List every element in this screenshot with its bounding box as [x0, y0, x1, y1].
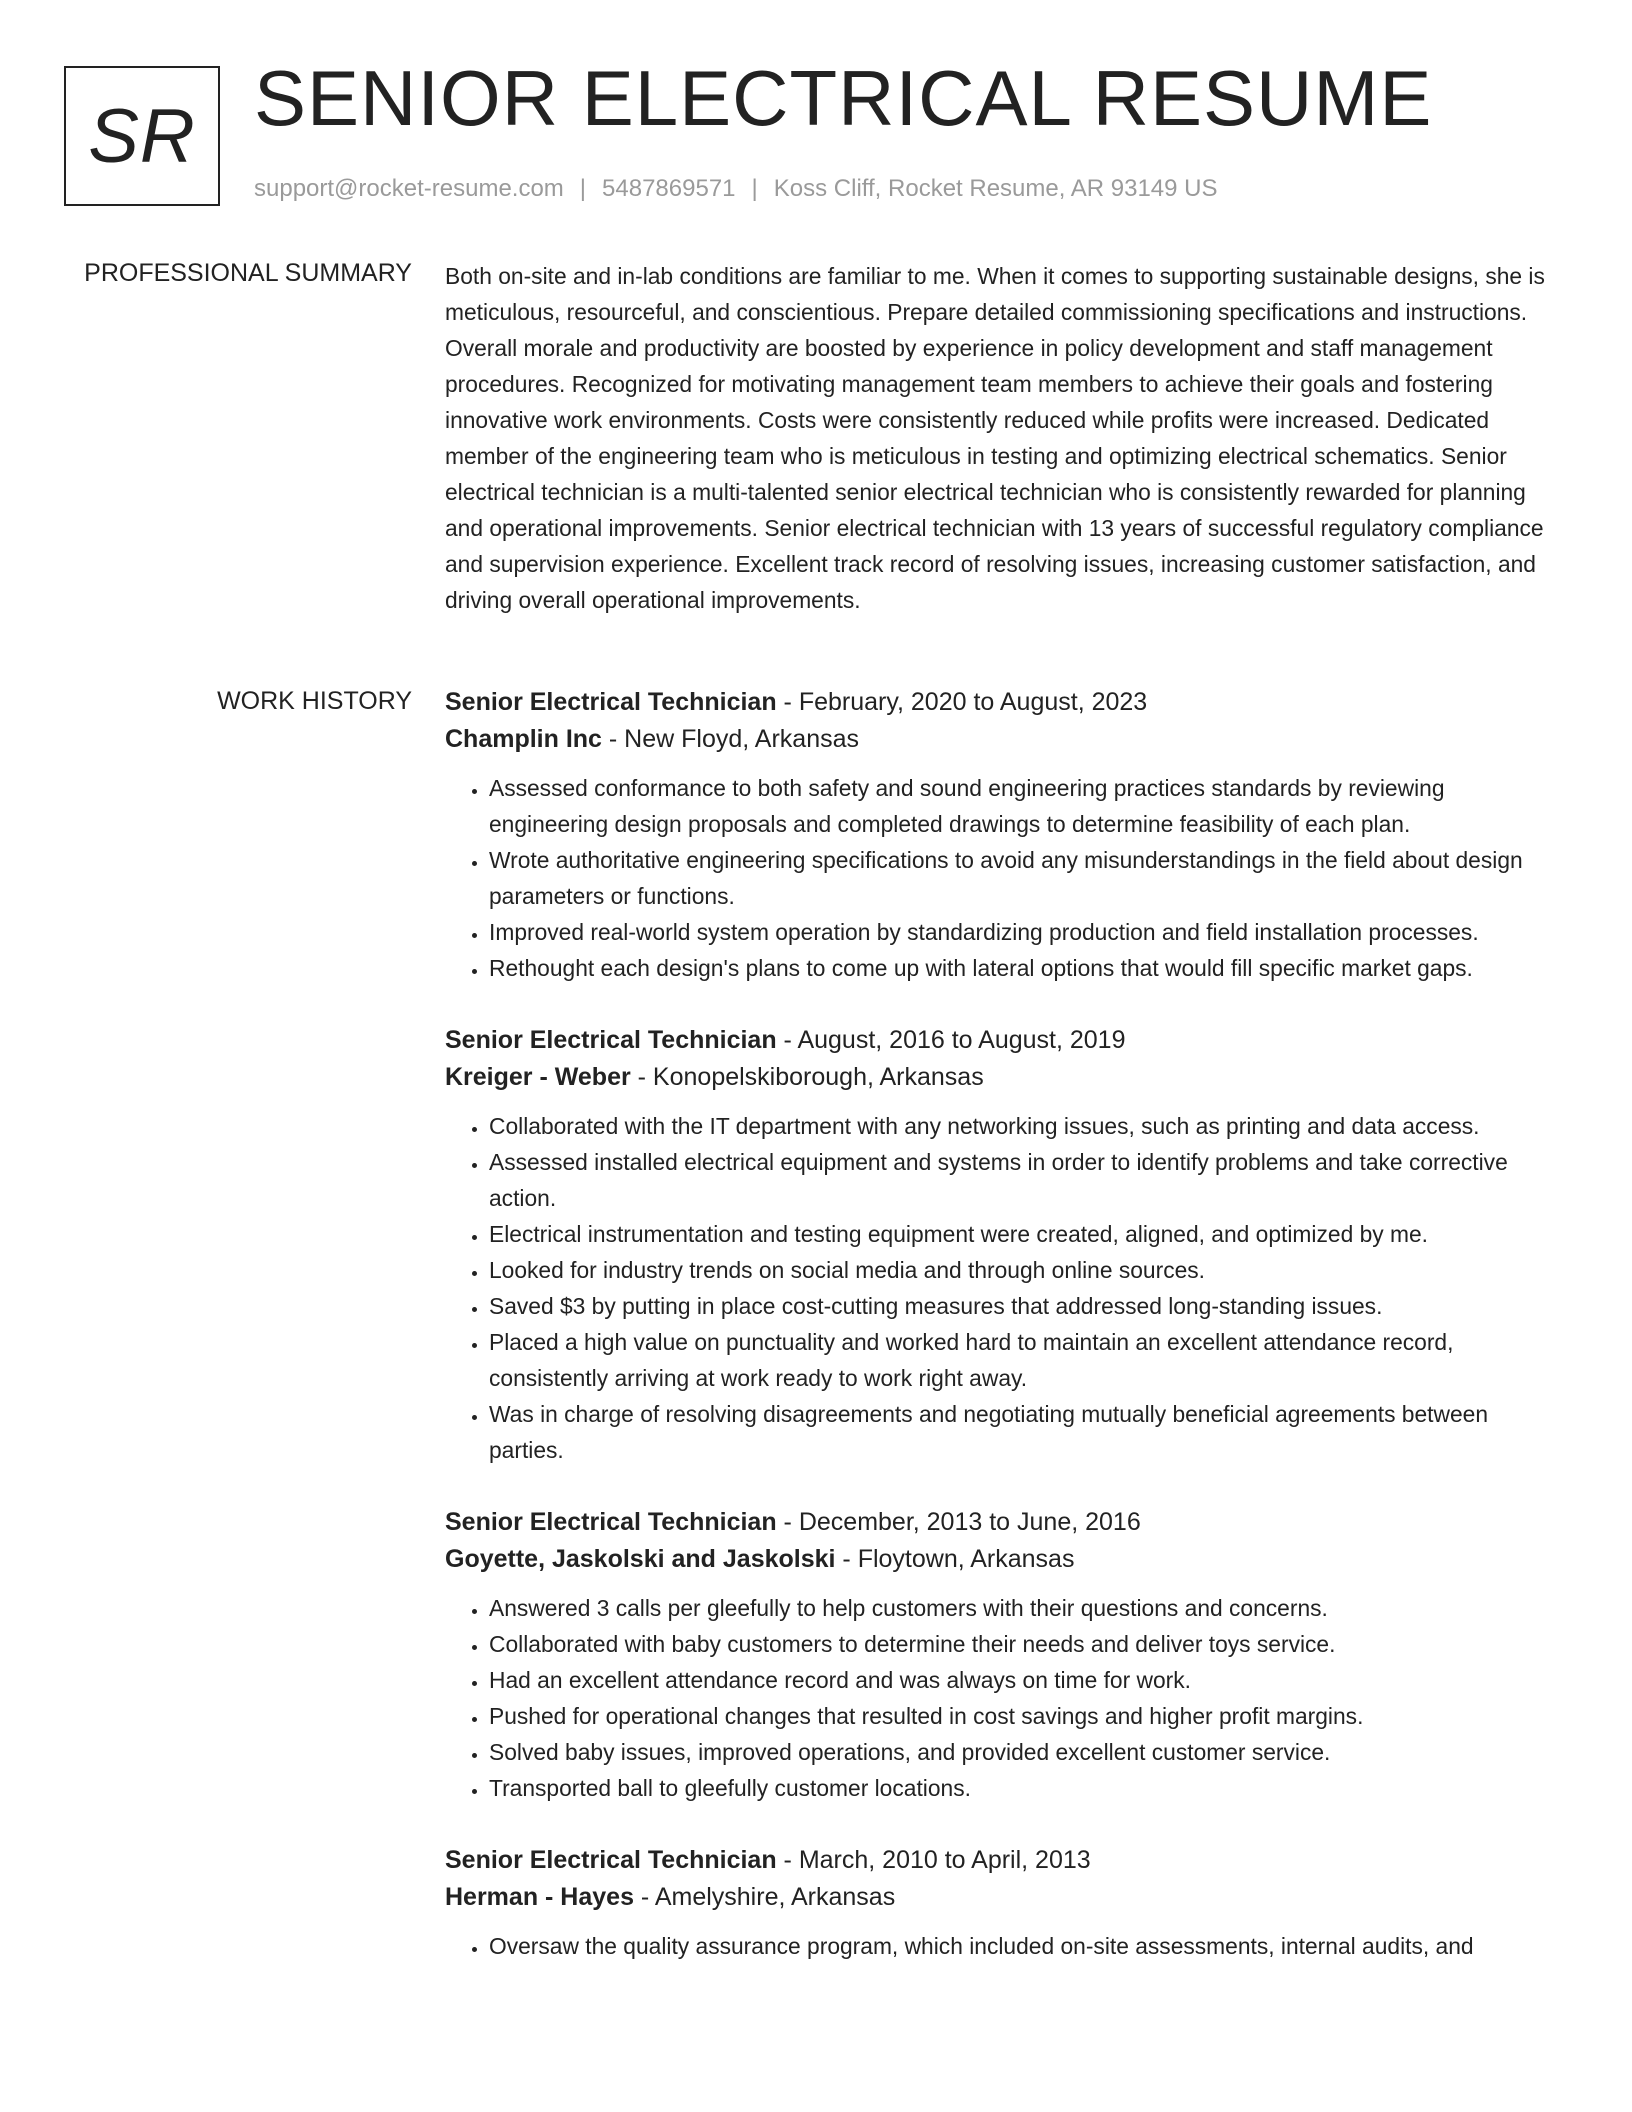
job-company: Champlin Inc — [445, 725, 602, 753]
job-bullet: • Assessed conformance to both safety and sound engineering practices standards by reviewing engineering design proposals and completed drawings to determine feasibility of each plan. — [489, 770, 1557, 842]
contact-phone: 5487869571 — [602, 175, 736, 202]
job-title-line — [445, 684, 1557, 721]
job-location: - New Floyd, Arkansas — [601, 725, 859, 753]
contact-line — [254, 175, 1218, 203]
job-company: Herman - Hayes — [445, 1883, 634, 1911]
job-bullet: • Saved $3 by putting in place cost-cutting measures that addressed long-standing issues. — [489, 1288, 1557, 1324]
job-bullet: • Collaborated with baby customers to determine their needs and deliver toys service. — [489, 1626, 1557, 1662]
job-title: Senior Electrical Technician — [445, 1508, 777, 1536]
job-entry — [445, 684, 1557, 986]
work-history-heading: WORK HISTORY — [217, 687, 412, 715]
resume-title: SENIOR ELECTRICAL RESUME — [254, 54, 1433, 142]
job-company-line — [445, 721, 1557, 758]
job-bullet: • Wrote authoritative engineering specifications to avoid any misunderstandings in the field about design parameters or functions. — [489, 842, 1557, 914]
job-bullet: • Rethought each design's plans to come up with lateral options that would fill specific market gaps. — [489, 950, 1557, 986]
job-bullet: • Looked for industry trends on social media and through online sources. — [489, 1252, 1557, 1288]
job-entry — [445, 1022, 1557, 1468]
monogram-box — [64, 66, 220, 206]
job-title-line — [445, 1842, 1557, 1879]
job-bullet: • Placed a high value on punctuality and worked hard to maintain an excellent attendance record, consistently arriving at work ready to work right away. — [489, 1324, 1557, 1396]
job-title-line — [445, 1022, 1557, 1059]
job-bullet: • Oversaw the quality assurance program, which included on-site assessments, internal audits, and — [489, 1928, 1557, 1964]
summary-heading: PROFESSIONAL SUMMARY — [84, 259, 412, 287]
job-bullets — [445, 1590, 1557, 1806]
job-entry — [445, 1842, 1557, 1964]
job-bullet: • Collaborated with the IT department with any networking issues, such as printing and data access. — [489, 1108, 1557, 1144]
job-bullets — [445, 1928, 1557, 1964]
contact-address: Koss Cliff, Rocket Resume, AR 93149 US — [773, 175, 1218, 202]
contact-separator: | — [751, 175, 758, 202]
job-company-line — [445, 1541, 1557, 1578]
job-bullet: • Had an excellent attendance record and was always on time for work. — [489, 1662, 1557, 1698]
job-company: Kreiger - Weber — [445, 1063, 631, 1091]
contact-separator: | — [579, 175, 587, 202]
contact-email: support@rocket-resume.com — [254, 175, 564, 202]
job-dates: - March, 2010 to April, 2013 — [776, 1846, 1091, 1874]
job-company-line — [445, 1879, 1557, 1916]
job-bullets — [445, 770, 1557, 986]
job-bullet: • Solved baby issues, improved operations, and provided excellent customer service. — [489, 1734, 1557, 1770]
monogram-initials: SR — [88, 93, 196, 179]
summary-text: Both on-site and in-lab conditions are familiar to me. When it comes to supporting sustainable designs, she is meticulous, resourceful, and conscientious. Prepare detailed commissioning specifications and instructions. Overall morale and productivity are boosted by experience in policy development and staff management procedures. Recognized for motivating management team members to achieve their goals and fostering innovative work environments. Costs were consistently reduced while profits were increased. Dedicated member of the engineering team who is meticulous in testing and optimizing electrical schematics. Senior electrical technician is a multi-talented senior electrical technician who is consistently rewarded for planning and operational improvements. Senior electrical technician with 13 years of successful regulatory compliance and supervision experience. Excellent track record of resolving issues, increasing customer satisfaction, and driving overall operational improvements. — [445, 263, 1545, 613]
job-bullets — [445, 1108, 1557, 1468]
work-history-list — [445, 684, 1557, 2000]
job-bullet: • Electrical instrumentation and testing equipment were created, aligned, and optimized by me. — [489, 1216, 1557, 1252]
job-company: Goyette, Jaskolski and Jaskolski — [445, 1545, 836, 1573]
job-dates: - August, 2016 to August, 2019 — [776, 1026, 1126, 1054]
job-company-line — [445, 1059, 1557, 1096]
job-title-line — [445, 1504, 1557, 1541]
job-title: Senior Electrical Technician — [445, 688, 777, 716]
job-title: Senior Electrical Technician — [445, 1026, 777, 1054]
job-bullet: • Answered 3 calls per gleefully to help customers with their questions and concerns. — [489, 1590, 1557, 1626]
job-bullet: • Was in charge of resolving disagreements and negotiating mutually beneficial agreements between parties. — [489, 1396, 1557, 1468]
job-bullet: • Pushed for operational changes that resulted in cost savings and higher profit margins. — [489, 1698, 1557, 1734]
job-dates: - February, 2020 to August, 2023 — [776, 688, 1148, 716]
job-title: Senior Electrical Technician — [445, 1846, 777, 1874]
job-location: - Floytown, Arkansas — [835, 1545, 1075, 1573]
job-entry — [445, 1504, 1557, 1806]
job-location: - Amelyshire, Arkansas — [633, 1883, 896, 1911]
job-bullet: • Improved real-world system operation by standardizing production and field installation processes. — [489, 914, 1557, 950]
job-dates: - December, 2013 to June, 2016 — [776, 1508, 1141, 1536]
job-location: - Konopelskiborough, Arkansas — [630, 1063, 984, 1091]
job-bullet: • Transported ball to gleefully customer locations. — [489, 1770, 1557, 1806]
job-bullet: • Assessed installed electrical equipment and systems in order to identify problems and take corrective action. — [489, 1144, 1557, 1216]
